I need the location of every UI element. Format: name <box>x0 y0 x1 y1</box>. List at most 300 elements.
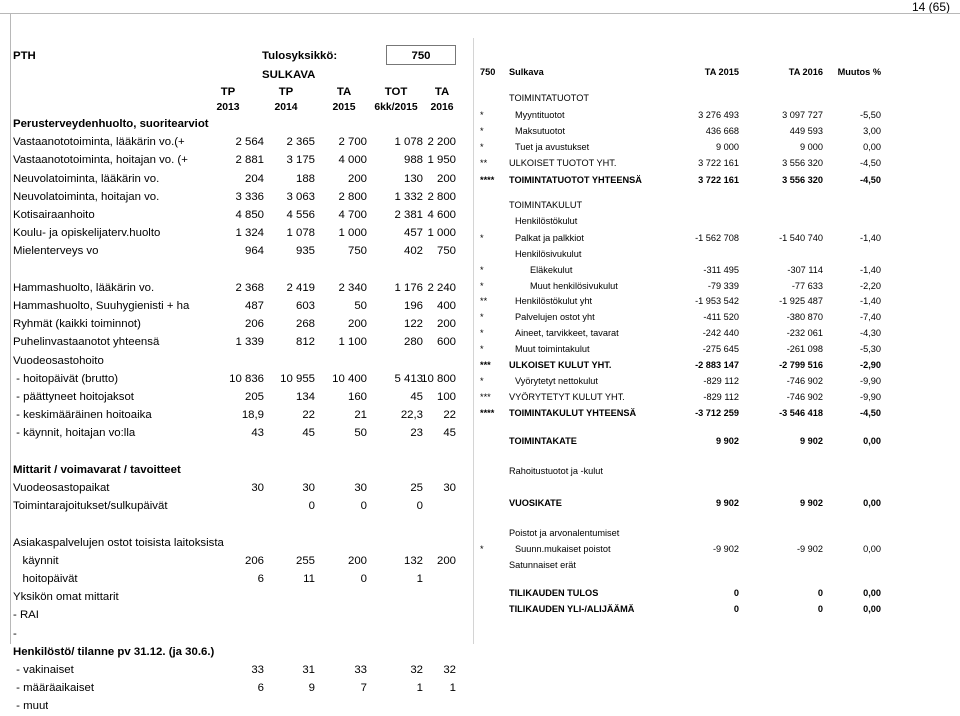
table-row <box>10 387 473 407</box>
cell-value: 487 <box>244 300 264 312</box>
budget-label: Henkilöstökulut <box>515 216 578 226</box>
cell-value: 10 400 <box>332 372 367 385</box>
cell-value: 4 556 <box>286 209 315 221</box>
column-header-bottom-text: 2014 <box>274 102 298 113</box>
table-row <box>10 587 473 607</box>
budget-label: Henkilöstökulut yht <box>515 296 593 306</box>
cell-value: 5 413 <box>394 372 423 385</box>
budget-value: 0,00 <box>863 142 881 152</box>
budget-value: -4,50 <box>860 158 881 168</box>
cell-value: 23 <box>410 427 423 440</box>
budget-value: 0 <box>733 588 739 598</box>
budget-label: ULKOISET KULUT YHT. <box>509 360 612 370</box>
top-rule <box>0 13 960 14</box>
cell-value: 4 850 <box>235 209 264 221</box>
budget-value: -746 902 <box>786 376 823 386</box>
row-label: Vastaanototoiminta, hoitajan vo. (+ <box>13 154 188 167</box>
cell-value: 280 <box>403 336 423 349</box>
cell-value: 1 339 <box>235 336 264 349</box>
cell-value: 11 <box>303 573 315 585</box>
cell-value: 988 <box>403 154 423 167</box>
budget-value: -3 546 418 <box>779 408 823 418</box>
budget-row <box>474 139 960 155</box>
table-row <box>10 605 473 625</box>
cell-value: 30 <box>443 482 456 494</box>
cell-value: 200 <box>436 318 456 331</box>
row-label: - käynnit, hoitajan vo:lla <box>13 427 136 440</box>
level-marker: * <box>480 110 484 120</box>
table-row <box>10 642 473 662</box>
row-label: Yksikön omat mittarit <box>13 591 119 604</box>
cell-value: 100 <box>436 391 456 403</box>
cell-value: 50 <box>354 300 367 312</box>
table-row <box>10 369 473 389</box>
budget-value: 3 722 161 <box>698 175 739 185</box>
budget-value: 3 722 161 <box>698 158 739 168</box>
cell-value: 457 <box>403 227 423 240</box>
cell-value: 45 <box>443 427 456 440</box>
cell-value: 45 <box>410 391 423 403</box>
budget-label: TOIMINTAKULUT YHTEENSÄ <box>509 408 637 418</box>
col-ta-2015: TA 2015 <box>704 67 739 77</box>
table-row <box>10 114 473 134</box>
budget-value: 0,00 <box>863 436 881 446</box>
level-marker: ** <box>480 158 488 168</box>
budget-value: -311 495 <box>703 265 739 275</box>
budget-label: Palvelujen ostot yht <box>515 312 595 322</box>
cell-value: 188 <box>295 172 315 185</box>
budget-row <box>474 262 960 278</box>
cell-value: 160 <box>347 391 367 403</box>
cell-value: 2 881 <box>235 154 264 167</box>
budget-value: 3 276 493 <box>698 110 739 120</box>
page-number: 14 (65) <box>911 0 950 14</box>
table-row <box>10 332 473 352</box>
budget-label: Maksutuotot <box>515 126 566 136</box>
budget-row <box>474 541 960 557</box>
cell-value: 122 <box>403 318 423 331</box>
budget-value: -1 953 542 <box>695 296 739 306</box>
cell-value: 750 <box>347 245 367 258</box>
cell-value: 32 <box>410 664 423 676</box>
budget-label: Rahoitustuotot ja -kulut <box>509 466 603 476</box>
budget-value: -9,90 <box>860 376 881 386</box>
table-row <box>10 296 473 316</box>
budget-value: -2 883 147 <box>695 360 739 370</box>
budget-value: 0,00 <box>863 604 881 614</box>
row-label: Koulu- ja opiskelijaterv.huolto <box>13 227 161 240</box>
cell-value: 4 700 <box>338 209 367 221</box>
budget-value: -1 925 487 <box>779 296 823 306</box>
column-header-bottom-text: 6kk/2015 <box>374 102 418 113</box>
table-row <box>10 660 473 680</box>
budget-row <box>474 557 960 573</box>
table-row <box>10 460 473 480</box>
cell-value: 0 <box>360 500 367 513</box>
cell-value: 1 100 <box>338 336 367 349</box>
row-label: Vuodeosastohoito <box>13 354 104 367</box>
cell-value: 43 <box>251 427 264 440</box>
cell-value: 10 836 <box>229 372 264 385</box>
budget-value: 3 556 320 <box>782 158 823 168</box>
cell-value: 2 340 <box>338 281 367 294</box>
cell-value: 204 <box>244 172 264 185</box>
cell-value: 2 800 <box>338 190 367 203</box>
budget-value: 0,00 <box>863 588 881 598</box>
cell-value: 2 381 <box>394 209 423 221</box>
row-label: - päättyneet hoitojaksot <box>13 391 134 403</box>
budget-value: 9 902 <box>716 436 739 446</box>
cell-value: 1 000 <box>338 227 367 240</box>
table-row <box>10 132 473 152</box>
row-label: Mittarit / voimavarat / tavoitteet <box>13 463 181 476</box>
budget-value: -3 712 259 <box>695 408 739 418</box>
column-header-top <box>10 84 473 100</box>
row-label: Henkilöstö/ tilanne pv 31.12. (ja 30.6.) <box>13 645 215 658</box>
table-row <box>10 223 473 243</box>
column-header-top-text: TA <box>434 86 450 98</box>
table-row <box>10 678 473 698</box>
budget-label: TOIMINTAKATE <box>509 436 577 446</box>
budget-value: -9 902 <box>796 544 823 554</box>
budget-value: -746 902 <box>786 392 823 402</box>
cell-value: 2 564 <box>235 136 264 149</box>
budget-value: 0 <box>733 604 739 614</box>
cell-value: 4 000 <box>338 154 367 167</box>
level-marker: **** <box>480 175 495 185</box>
budget-value: -2 799 516 <box>779 360 823 370</box>
budget-row <box>474 463 960 479</box>
budget-value: -5,30 <box>860 344 881 354</box>
budget-value: -79 339 <box>707 281 739 291</box>
budget-value: -1 562 708 <box>695 233 739 243</box>
row-label: Asiakaspalvelujen ostot toisista laitoksista <box>13 536 224 549</box>
budget-value: -1 540 740 <box>779 233 823 243</box>
budget-row <box>474 585 960 601</box>
budget-label: Palkat ja palkkiot <box>515 233 584 243</box>
level-marker: ** <box>480 296 488 306</box>
cell-value: 2 240 <box>427 281 456 294</box>
table-row <box>10 405 473 425</box>
budget-label: Eläkekulut <box>530 265 573 275</box>
row-label: Hammashuolto, Suuhygienisti + ha <box>13 300 190 312</box>
row-label: Neuvolatoiminta, hoitajan vo. <box>13 190 160 203</box>
cell-value: 2 368 <box>235 281 264 294</box>
budget-row <box>474 601 960 617</box>
budget-row <box>474 107 960 123</box>
row-label: Puhelinvastaanotot yhteensä <box>13 336 160 349</box>
budget-value: 0,00 <box>863 498 881 508</box>
budget-label: Henkilösivukulut <box>515 249 582 259</box>
cell-value: 200 <box>436 554 456 567</box>
row-label: Mielenterveys vo <box>13 245 99 258</box>
cell-value: 3 175 <box>286 154 315 167</box>
table-row <box>10 569 473 589</box>
table-row <box>10 351 473 371</box>
cell-value: 6 <box>257 573 264 585</box>
cell-value: 3 063 <box>286 190 315 203</box>
cell-value: 196 <box>403 300 423 312</box>
col-change-percent: Muutos % <box>837 67 881 77</box>
table-row <box>10 205 473 225</box>
cell-value: 935 <box>295 245 315 258</box>
cell-value: 2 800 <box>427 190 456 203</box>
cell-value: 7 <box>360 682 367 695</box>
row-label: hoitopäivät <box>13 573 78 585</box>
column-header-top-text: TOT <box>384 86 408 98</box>
budget-value: -411 520 <box>703 312 739 322</box>
cell-value: 0 <box>416 500 423 513</box>
budget-value: -5,50 <box>860 110 881 120</box>
budget-value: -4,30 <box>860 328 881 338</box>
table-row <box>10 442 473 462</box>
budget-row <box>474 373 960 389</box>
budget-row <box>474 309 960 325</box>
budget-row <box>474 433 960 449</box>
budget-value: -1,40 <box>860 296 881 306</box>
unit-label: Tulosyksikkö: <box>262 50 338 62</box>
budget-row <box>474 389 960 405</box>
budget-label: VYÖRYTETYT KULUT YHT. <box>509 392 625 402</box>
table-row <box>10 423 473 443</box>
budget-value: 0,00 <box>863 544 881 554</box>
cell-value: 0 <box>360 573 367 585</box>
budget-label: ULKOISET TUOTOT YHT. <box>509 158 617 168</box>
budget-row <box>474 90 960 106</box>
level-marker: * <box>480 265 484 275</box>
unit-name: SULKAVA <box>262 69 316 81</box>
cell-value: 0 <box>308 500 315 513</box>
table-row <box>10 533 473 553</box>
cell-value: 1 950 <box>427 154 456 167</box>
budget-value: 9 000 <box>800 142 823 152</box>
cell-value: 206 <box>244 554 264 567</box>
budget-label: Tuet ja avustukset <box>515 142 590 152</box>
row-label: - vakinaiset <box>13 664 74 676</box>
row-label: Neuvolatoiminta, lääkärin vo. <box>13 172 160 185</box>
cell-value: 200 <box>436 172 456 185</box>
budget-value: 0 <box>817 588 823 598</box>
budget-row <box>474 213 960 229</box>
budget-value: 3 556 320 <box>782 175 823 185</box>
cell-value: 600 <box>436 336 456 349</box>
column-header-bottom-text: 2015 <box>332 102 356 113</box>
budget-header-row <box>474 64 960 80</box>
cell-value: 33 <box>251 664 264 676</box>
cell-value: 200 <box>347 554 367 567</box>
row-label: - muut <box>13 700 49 713</box>
cell-value: 22 <box>302 409 315 422</box>
table-row <box>10 551 473 571</box>
budget-label: TILIKAUDEN TULOS <box>509 588 599 598</box>
budget-row <box>474 293 960 309</box>
cell-value: 10 800 <box>421 372 456 385</box>
budget-value: -232 061 <box>786 328 823 338</box>
cell-value: 206 <box>244 318 264 331</box>
cell-value: 1 000 <box>427 227 456 240</box>
unit-value-box <box>386 45 456 65</box>
level-marker: * <box>480 233 484 243</box>
row-label: käynnit <box>13 554 59 567</box>
level-marker: **** <box>480 408 495 418</box>
budget-row <box>474 172 960 188</box>
level-marker: * <box>480 312 484 322</box>
budget-row <box>474 357 960 373</box>
budget-value: -829 112 <box>703 376 739 386</box>
level-marker: * <box>480 344 484 354</box>
budget-row <box>474 325 960 341</box>
pth-title: PTH <box>13 50 36 62</box>
budget-label: TOIMINTATUOTOT YHTEENSÄ <box>509 175 642 185</box>
table-row <box>10 260 473 280</box>
budget-value: 9 000 <box>716 142 739 152</box>
budget-value: 3 097 727 <box>782 110 823 120</box>
budget-label: Muut henkilösivukulut <box>530 281 618 291</box>
col-ta-2016: TA 2016 <box>788 67 823 77</box>
budget-label: TOIMINTATUOTOT <box>509 93 589 103</box>
budget-row <box>474 155 960 171</box>
budget-value: -4,50 <box>860 175 881 185</box>
table-row <box>10 278 473 298</box>
cell-value: 6 <box>257 682 264 695</box>
row-label: - <box>13 627 17 640</box>
level-marker: *** <box>480 360 491 370</box>
budget-row <box>474 278 960 294</box>
row-label: Perusterveydenhuolto, suoritearviot <box>13 118 209 130</box>
table-row <box>10 241 473 261</box>
level-marker: * <box>480 126 484 136</box>
table-row <box>10 696 473 716</box>
cell-value: 130 <box>403 172 423 185</box>
cell-value: 134 <box>295 391 315 403</box>
budget-value: -77 633 <box>791 281 823 291</box>
budget-row <box>474 197 960 213</box>
cell-value: 50 <box>354 427 367 440</box>
cell-value: 1 176 <box>394 281 423 294</box>
budget-label: Suunn.mukaiset poistot <box>515 544 611 554</box>
row-label: - määräaikaiset <box>13 682 95 695</box>
budget-row <box>474 525 960 541</box>
row-label: Toimintarajoitukset/sulkupäivät <box>13 500 168 513</box>
cell-value: 2 200 <box>427 136 456 149</box>
budget-value: -261 098 <box>786 344 823 354</box>
row-label: - RAI <box>13 609 39 622</box>
budget-label: Muut toimintakulut <box>515 344 590 354</box>
budget-value: -7,40 <box>860 312 881 322</box>
table-row <box>10 514 473 534</box>
table-row <box>10 187 473 207</box>
cell-value: 603 <box>295 300 315 312</box>
budget-value: 9 902 <box>800 436 823 446</box>
budget-row <box>474 246 960 262</box>
cell-value: 2 365 <box>286 136 315 149</box>
cell-value: 268 <box>295 318 315 331</box>
table-row <box>10 624 473 644</box>
budget-value: 9 902 <box>716 498 739 508</box>
budget-label: Poistot ja arvonalentumiset <box>509 528 620 538</box>
cell-value: 400 <box>436 300 456 312</box>
cell-value: 45 <box>302 427 315 440</box>
budget-value: -307 114 <box>787 265 823 275</box>
table-row <box>10 478 473 498</box>
table-row <box>10 496 473 516</box>
cell-value: 4 600 <box>427 209 456 221</box>
cell-value: 200 <box>347 172 367 185</box>
cell-value: 2 700 <box>338 136 367 149</box>
budget-value: 3,00 <box>863 126 881 136</box>
cell-value: 2 419 <box>286 281 315 294</box>
cell-value: 10 955 <box>280 372 315 385</box>
column-header-top-text: TP <box>278 86 294 98</box>
row-label: Hammashuolto, lääkärin vo. <box>13 281 155 294</box>
budget-value: -242 440 <box>702 328 739 338</box>
row-label: Kotisairaanhoito <box>13 209 95 221</box>
cell-value: 1 078 <box>286 227 315 240</box>
budget-row <box>474 123 960 139</box>
row-label: - keskimääräinen hoitoaika <box>13 409 152 422</box>
cell-value: 132 <box>403 554 423 567</box>
budget-row <box>474 230 960 246</box>
cell-value: 812 <box>295 336 315 349</box>
budget-value: -9,90 <box>860 392 881 402</box>
budget-row <box>474 495 960 511</box>
cell-value: 1 <box>449 682 456 695</box>
level-marker: * <box>480 376 484 386</box>
budget-value: -1,40 <box>860 233 881 243</box>
column-header-top-text: TP <box>220 86 236 98</box>
budget-value: -2,90 <box>860 360 881 370</box>
column-header-bottom-text: 2013 <box>216 102 240 113</box>
cell-value: 402 <box>403 245 423 258</box>
row-label: Vuodeosastopaikat <box>13 482 110 494</box>
column-header-top-text: TA <box>336 86 352 98</box>
cell-value: 32 <box>443 664 456 676</box>
budget-value: 436 668 <box>705 126 739 136</box>
cell-value: 21 <box>354 409 367 422</box>
budget-value: -9 902 <box>712 544 739 554</box>
level-marker: * <box>480 281 484 291</box>
unit-value: 750 <box>411 50 431 62</box>
cell-value: 30 <box>302 482 315 494</box>
budget-label: TOIMINTAKULUT <box>509 200 583 210</box>
row-label: - hoitopäivät (brutto) <box>13 372 119 385</box>
budget-label: TILIKAUDEN YLI-/ALIJÄÄMÄ <box>509 604 635 614</box>
budget-value: -829 112 <box>703 392 739 402</box>
budget-value: -275 645 <box>702 344 739 354</box>
table-row <box>10 169 473 189</box>
cell-value: 31 <box>302 664 315 676</box>
cell-value: 1 078 <box>394 136 423 149</box>
cell-value: 30 <box>251 482 264 494</box>
budget-label: Aineet, tarvikkeet, tavarat <box>515 328 619 338</box>
cell-value: 22,3 <box>400 409 423 422</box>
row-label: Ryhmät (kaikki toiminnot) <box>13 318 141 331</box>
budget-value: -380 870 <box>786 312 823 322</box>
budget-label: Myyntituotot <box>515 110 565 120</box>
budget-code: 750 <box>480 67 496 77</box>
cell-value: 25 <box>410 482 423 494</box>
table-row <box>10 150 473 170</box>
cell-value: 1 324 <box>235 227 264 240</box>
budget-label: Satunnaiset erät <box>509 560 576 570</box>
level-marker: * <box>480 142 484 152</box>
level-marker: *** <box>480 392 491 402</box>
cell-value: 255 <box>295 554 315 567</box>
cell-value: 1 <box>416 573 423 585</box>
cell-value: 22 <box>443 409 456 422</box>
cell-value: 205 <box>244 391 264 403</box>
cell-value: 30 <box>354 482 367 494</box>
